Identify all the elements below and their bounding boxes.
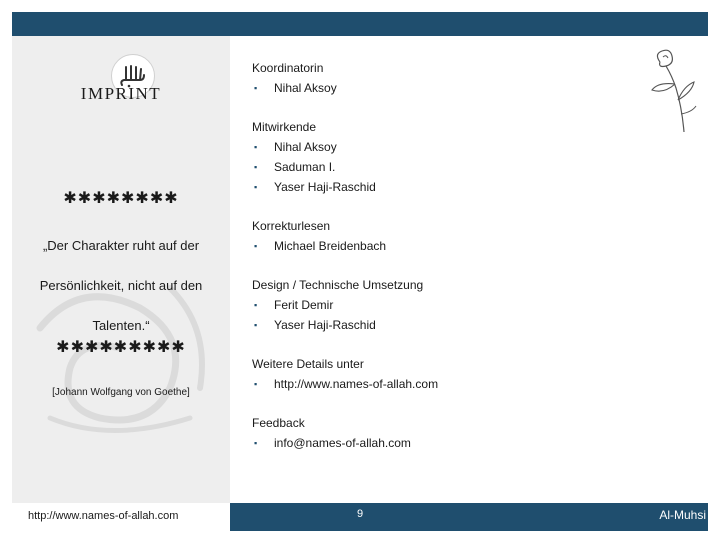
page-number: 9: [356, 508, 364, 520]
quote-attribution: [Johann Wolfgang von Goethe]: [52, 387, 190, 398]
section-contributors: [252, 117, 438, 197]
list-item: [252, 157, 438, 177]
section-coordinator: [252, 58, 438, 98]
section-title: Weitere Details unter: [252, 357, 364, 371]
list-item: [252, 236, 438, 256]
list-item-text: Nihal Aksoy: [274, 81, 337, 95]
list-item: [252, 433, 438, 453]
list-item-text: Yaser Haji-Raschid: [274, 180, 376, 194]
list-item-text: Ferit Demir: [274, 298, 334, 312]
list-item: [252, 78, 438, 98]
section-title: Design / Technische Umsetzung: [252, 278, 424, 292]
section-title: Feedback: [252, 416, 305, 430]
list-item-text: Saduman I.: [274, 160, 336, 174]
top-bar: [12, 12, 708, 36]
left-panel: [12, 36, 230, 504]
bullet-icon: ▪: [254, 142, 258, 152]
list-item: [252, 137, 438, 157]
list-item: [252, 177, 438, 197]
quote-line: Talenten.“: [92, 318, 150, 333]
quote-line: „Der Charakter ruht auf der: [42, 238, 200, 253]
quote-line: Persönlichkeit, nicht auf den: [39, 278, 203, 293]
website-link[interactable]: http://www.names-of-allah.com: [274, 377, 439, 391]
bullet-icon: ▪: [254, 320, 258, 330]
section-proofreading: [252, 216, 438, 256]
goethe-quote: [12, 226, 230, 346]
footer-url[interactable]: http://www.names-of-allah.com: [28, 510, 179, 522]
section-design: [252, 275, 438, 335]
bullet-icon: ▪: [254, 438, 258, 448]
bullet-icon: ▪: [254, 241, 258, 251]
list-item: [252, 315, 438, 335]
list-item-text: Nihal Aksoy: [274, 140, 337, 154]
bullet-icon: ▪: [254, 83, 258, 93]
list-item: [252, 295, 438, 315]
section-details: [252, 354, 438, 394]
footer-name: Al-Muhsi: [659, 508, 706, 522]
bullet-icon: ▪: [254, 162, 258, 172]
imprint-title: IMPRINT: [80, 84, 162, 103]
list-item-text: Michael Breidenbach: [274, 239, 387, 253]
email-link[interactable]: info@names-of-allah.com: [274, 436, 411, 450]
section-title: Korrekturlesen: [252, 219, 331, 233]
bullet-icon: ▪: [254, 379, 258, 389]
section-title: Koordinatorin: [252, 61, 324, 75]
bullet-icon: ▪: [254, 300, 258, 310]
bullet-icon: ▪: [254, 182, 258, 192]
list-item: [252, 374, 438, 394]
rose-sketch-icon: [646, 48, 698, 134]
section-feedback: [252, 413, 438, 453]
section-title: Mitwirkende: [252, 120, 317, 134]
star-divider-top: ✱✱✱✱✱✱✱✱: [63, 190, 179, 207]
list-item-text: Yaser Haji-Raschid: [274, 318, 376, 332]
star-divider-bottom: ✱✱✱✱✱✱✱✱✱: [56, 339, 186, 356]
credits-list: [252, 58, 438, 472]
